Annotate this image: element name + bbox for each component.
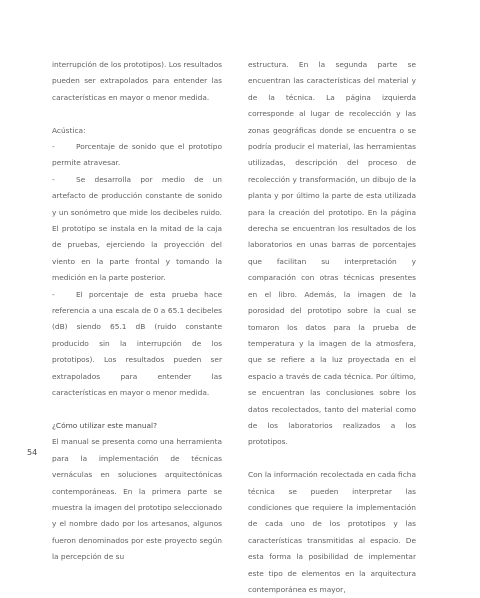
right-column <box>248 57 416 598</box>
list-dash: - <box>52 289 55 299</box>
right-paragraph-1: estructura. En la segunda parte se encuentran las características del material y de la técnica. La página izquierda corresponde al lugar de recolección y las zonas geográficas donde se encuentra o se podría producir el material, las herramientas utilizadas, descripción del proceso de recolección y transformación, un dibujo de la planta y por último la parte de esta utilizada para la creación del prototipo. En la página derecha se encuentran los resultados de los laboratorios en unas barras de porcentajes que facilitan su interpretación y comparación con otras técnicas presentes en el libro. Además, la imagen de la porosidad del prototipo sobre la cual se tomaron los datos para la prueba de temperatura y la imagen de la atmosfera, que se refiere a la luz proyectada en el espacio a través de cada técnica. Por último, se encuentran las conclusiones sobre los datos recolectados, tanto del material como de los laboratorios realizados a los prototipos. <box>248 60 416 447</box>
list-item-3-first-line <box>52 287 222 303</box>
list-item-2-first-line <box>52 172 222 188</box>
list-item-1-first-line <box>52 139 222 155</box>
spacer <box>52 106 222 122</box>
list-dash: - <box>52 174 55 184</box>
list-dash: - <box>52 142 55 152</box>
list-item-1-text: Porcentaje de sonido que el prototipo <box>76 142 222 152</box>
left-paragraph-1: interrupción de los prototipos). Los resultados pueden ser extrapolados para entender las características en mayor o menor medida. <box>52 60 222 102</box>
left-column <box>52 57 222 566</box>
spacer <box>52 402 222 418</box>
list-item-3-continuation: referencia a una escala de 0 a 65.1 decibeles (dB) siendo 65.1 dB (ruido constante producido sin la interrupción de los prototipos). Los resultados pueden ser extrapolados para entender las características en mayor o menor medida. <box>52 306 222 398</box>
page-number: 54 <box>27 448 38 457</box>
section-heading: ¿Cómo utilizar este manual? <box>52 420 158 430</box>
list-item-2-text: Se desarrolla por medio de un <box>76 174 222 184</box>
manual-paragraph: El manual se presenta como una herramienta para la implementación de técnicas vernáculas en soluciones arquitectónicas contemporáneas. En la primera parte se muestra la imagen del prototipo seleccionado y el nombre dado por los artesanos, algunos fueron denominados por este proyecto según la percepción de su <box>52 437 222 562</box>
acoustic-label: Acústica: <box>52 125 86 135</box>
spacer <box>248 451 416 467</box>
list-item-2-continuation: artefacto de producción constante de sonido y un sonómetro que mide los decibeles ruido. El prototipo se instala en la mitad de la caja de pruebas, ejerciendo la proyección del viento en la parte frontal y tomando la medición en la parte posterior. <box>52 191 222 283</box>
list-item-1-continuation: permite atravesar. <box>52 158 121 168</box>
list-item-3-text: El porcentaje de esta prueba hace <box>76 289 222 299</box>
right-paragraph-2: Con la información recolectada en cada ficha técnica se pueden interpretar las condiciones que requiere la implementación de cada uno de los prototipos y las características transmitidas al espacio. De esta forma la posibilidad de implementar este tipo de elementos en la arquitectura contemporánea es mayor, <box>248 470 416 594</box>
